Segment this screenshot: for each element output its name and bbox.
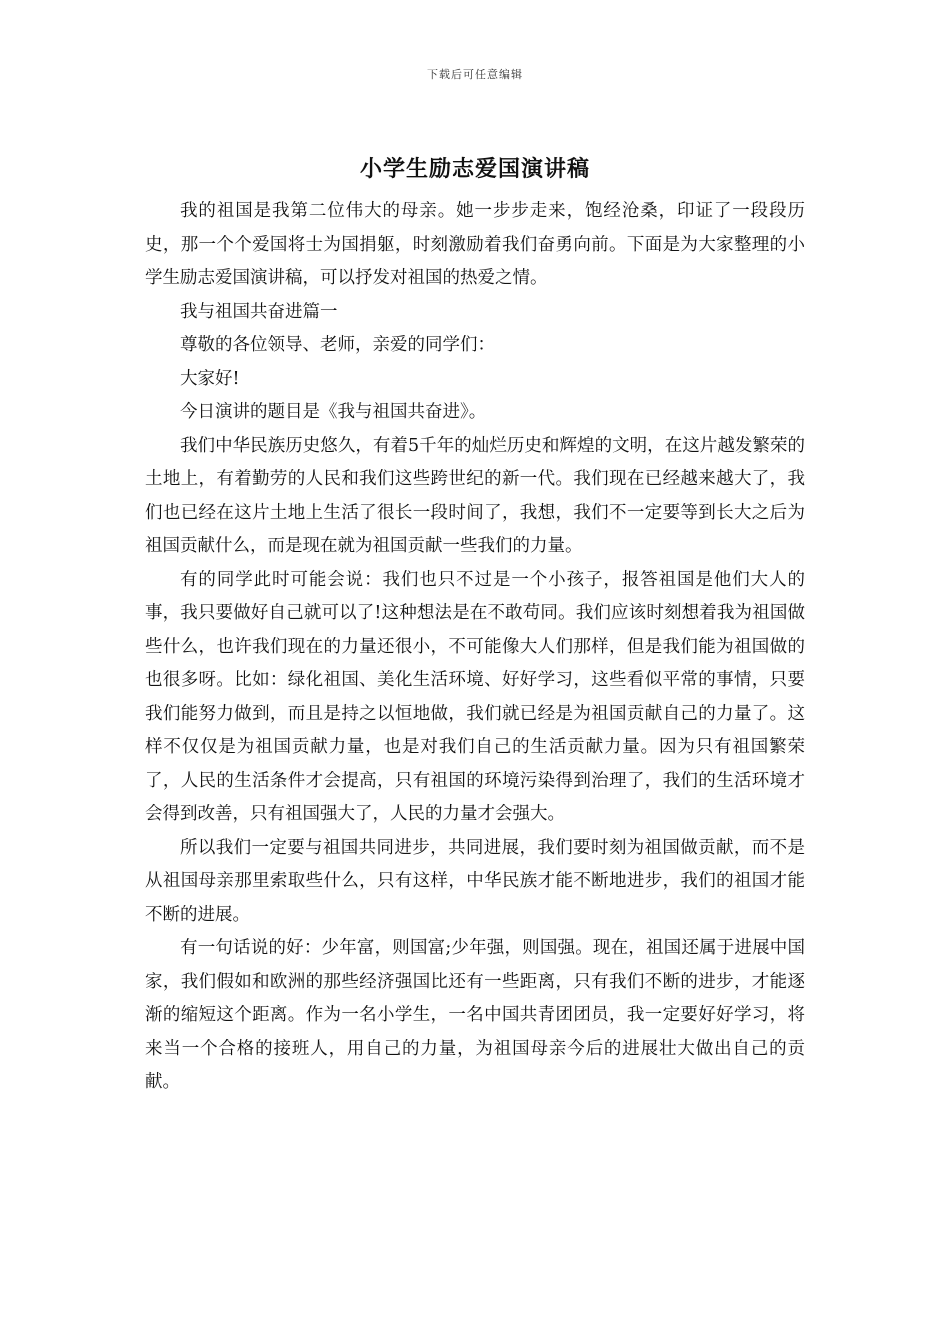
document-title: 小学生励志爱国演讲稿 bbox=[359, 156, 590, 182]
document-body bbox=[145, 195, 805, 1100]
paragraph-history: 我们中华民族历史悠久，有着5千年的灿烂历史和辉煌的文明，在这片越发繁荣的土地上，有着勤劳的人民和我们这些跨世纪的新一代。我们现在已经越来越大了，我们也已经在这片土地上生活了很长一段时间了，我想，我们不一定要等到长大之后为祖国贡献什么，而是现在就为祖国贡献一些我们的力量。 bbox=[145, 435, 805, 556]
paragraph-youth: 有一句话说的好：少年富，则国富;少年强，则国强。现在，祖国还属于进展中国家，我们假如和欧洲的那些经济强国比还有一些距离，只有我们不断的进步，才能逐渐的缩短这个距离。作为一名小学生，一名中国共青团团员，我一定要好好学习，将来当一个合格的接班人，用自己的力量，为祖国母亲今后的进展壮大做出自己的贡献。 bbox=[145, 938, 805, 1092]
paragraph-progress: 所以我们一定要与祖国共同进步，共同进展，我们要时刻为祖国做贡献，而不是从祖国母亲那里索取些什么，只有这样，中华民族才能不断地进步，我们的祖国才能不断的进展。 bbox=[145, 837, 805, 925]
paragraph-contribution: 有的同学此时可能会说：我们也只不过是一个小孩子，报答祖国是他们大人的事，我只要做好自己就可以了!这种想法是在不敢苟同。我们应该时刻想着我为祖国做些什么，也许我们现在的力量还很小，不可能像大人们那样，但是我们能为祖国做的也很多呀。比如：绿化祖国、美化生活环境、好好学习，这些看似平常的事情，只要我们能努力做到，而且是持之以恒地做，我们就已经是为祖国贡献自己的力量了。这样不仅仅是为祖国贡献力量，也是对我们自己的生活贡献力量。因为只有祖国繁荣了，人民的生活条件才会提高，只有祖国的环境污染得到治理了，我们的生活环境才会得到改善，只有祖国强大了，人民的力量才会强大。 bbox=[145, 569, 805, 824]
paragraph-intro: 我的祖国是我第二位伟大的母亲。她一步步走来，饱经沧桑，印证了一段段历史，那一个个爱国将士为国捐躯，时刻激励着我们奋勇向前。下面是为大家整理的小学生励志爱国演讲稿，可以抒发对祖国的热爱之情。 bbox=[145, 201, 805, 288]
paragraph-section-heading: 我与祖国共奋进篇一 bbox=[180, 301, 338, 322]
paragraph-topic: 今日演讲的题目是《我与祖国共奋进》。 bbox=[180, 402, 487, 422]
page-header-note: 下载后可任意编辑 bbox=[427, 68, 523, 81]
paragraph-salutation: 尊敬的各位领导、老师，亲爱的同学们： bbox=[180, 335, 495, 355]
paragraph-greeting: 大家好! bbox=[180, 368, 240, 389]
